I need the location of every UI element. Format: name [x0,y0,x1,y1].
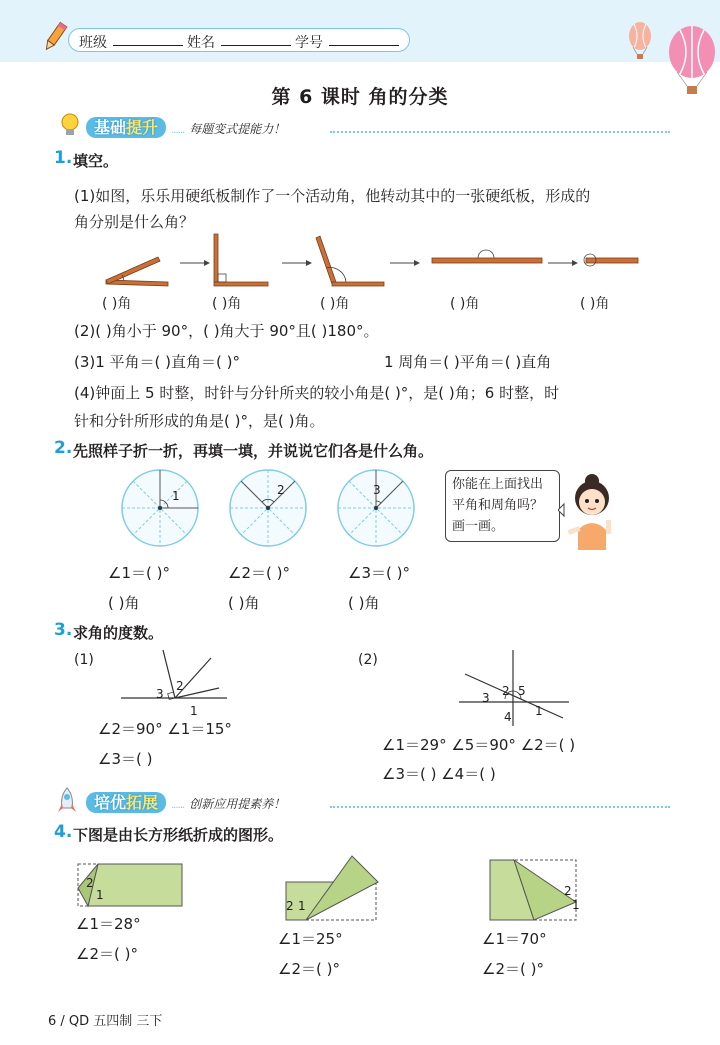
rotating-angle-figure [100,228,650,308]
arrow-icon [180,260,210,266]
q4-fig1-answer[interactable]: ∠2＝( )° [76,945,138,963]
q1-part4-line1[interactable]: (4)钟面上 5 时整，时针与分针所夹的较小角是( )°，是( )角；6 时整，时 [74,384,560,402]
student-info-bar [68,28,410,52]
circle-label-3: 3 [373,483,381,497]
q1-part3b[interactable]: 1 周角＝( )平角＝( )直角 [384,353,552,371]
fold3-label-2: 2 [564,884,572,898]
q1-part2[interactable]: (2)( )角小于 90°，( )角大于 90°且( )180°。 [74,322,379,340]
angle-figure-2 [455,646,575,730]
q3-text: 求角的度数。 [73,624,164,642]
lightbulb-icon [58,112,82,138]
fold1-label-2: 2 [86,876,94,890]
section-basic-slogan: 每题变式提能力！ [189,122,286,136]
arrow-icon [282,260,312,266]
folded-paper-2 [282,854,382,924]
id-label: 学号 [295,35,323,51]
straight-angle-board [432,250,542,263]
q1-text: 填空。 [73,152,119,170]
speech-line-1: 你能在上面找出 [452,477,544,492]
name-line[interactable] [221,45,291,46]
fig1-label-2: 2 [176,679,184,693]
page-footer: 6 / QD 五四制 三下 [48,1014,163,1029]
rocket-icon [56,786,78,814]
q2-eq-2[interactable]: ∠2＝( )° [228,564,290,582]
q1-part3a[interactable]: (3)1 平角＝( )直角＝( )° [74,353,241,371]
arrow-icon [390,260,420,266]
section-extend-banner: 培优拓展 ...... 创新应用提素养！ [86,790,285,813]
angle-figure-1 [115,646,235,722]
q1-blank-1[interactable]: ( )角 [102,296,132,312]
fold3-label-1: 1 [572,898,580,912]
q1-blank-4[interactable]: ( )角 [450,296,480,312]
q4-fig1-given: ∠1＝28° [76,915,141,933]
q1-number: 1. [54,148,73,168]
q2-kind-1[interactable]: ( )角 [108,594,140,612]
fig2-label-3: 3 [482,691,490,705]
arrow-icon [548,260,578,266]
fig1-label-1: 1 [190,704,198,718]
lesson-title: 第 6 课时 角的分类 [271,86,449,108]
q2-kind-3[interactable]: ( )角 [348,594,380,612]
section-extend-title: 培优拓展 [86,792,166,813]
folded-circle-2 [230,470,306,546]
girl-illustration-icon [558,470,620,558]
speech-line-3: 画一画。 [452,519,505,534]
q3-part2-label: (2) [358,652,378,668]
q2-eq-3[interactable]: ∠3＝( )° [348,564,410,582]
q2-text: 先照样子折一折，再填一填，并说说它们各是什么角。 [73,442,434,460]
q4-fig3-given: ∠1＝70° [482,930,547,948]
fold2-label-2: 2 [286,899,294,913]
section-extend-slogan: 创新应用提素养！ [189,797,286,811]
divider [330,131,670,133]
q3-part2-answer[interactable]: ∠3＝( ) ∠4＝( ) [382,765,496,783]
q1-blank-3[interactable]: ( )角 [320,296,350,312]
speech-bubble [445,470,560,542]
q3-part1-answer[interactable]: ∠3＝( ) [98,750,153,768]
fig2-label-4: 4 [504,710,512,724]
q2-kind-2[interactable]: ( )角 [228,594,260,612]
fig1-label-3: 3 [156,687,164,701]
fig2-label-1: 1 [535,704,543,718]
fig2-label-5: 5 [518,684,526,698]
circle-label-1: 1 [172,489,180,503]
round-angle-board [584,254,638,266]
q2-number: 2. [54,438,73,458]
folded-circle-3 [338,470,414,546]
q4-fig2-given: ∠1＝25° [278,930,343,948]
q4-number: 4. [54,822,73,842]
class-line[interactable] [113,45,183,46]
q3-number: 3. [54,620,73,640]
folded-circle-1 [122,470,198,546]
section-basic-title: 基础提升 [86,117,166,138]
acute-angle-board [106,257,168,286]
id-line[interactable] [329,45,399,46]
q3-part1-label: (1) [74,652,94,668]
right-angle-board [214,234,268,286]
folded-circles-figure [118,466,438,554]
divider [330,806,670,808]
name-label: 姓名 [187,35,215,51]
fold1-label-1: 1 [96,888,104,902]
q4-text: 下图是由长方形纸折成的图形。 [73,826,284,844]
class-label: 班级 [79,35,107,51]
q1-part1-line1: (1)如图，乐乐用硬纸板制作了一个活动角，他转动其中的一张硬纸板，形成的 [74,187,591,205]
q1-part4-line2[interactable]: 针和分针所形成的角是( )°，是( )角。 [74,412,325,430]
fold2-label-1: 1 [298,899,306,913]
q1-blank-5[interactable]: ( )角 [580,296,610,312]
q3-part2-given[interactable]: ∠1＝29° ∠5＝90° ∠2＝( ) [382,736,576,754]
fig2-label-2: 2 [502,684,510,698]
section-basic-banner: 基础提升 ...... 每题变式提能力！ [86,115,285,138]
q2-eq-1[interactable]: ∠1＝( )° [108,564,170,582]
pencil-icon [38,20,72,54]
q1-part1-line2: 角分别是什么角？ [74,213,195,231]
q4-fig3-answer[interactable]: ∠2＝( )° [482,960,544,978]
q3-part1-given: ∠2＝90° ∠1＝15° [98,720,232,738]
q1-blank-2[interactable]: ( )角 [212,296,242,312]
speech-line-2: 平角和周角吗？ [452,498,544,513]
obtuse-angle-board [316,236,384,286]
q4-fig2-answer[interactable]: ∠2＝( )° [278,960,340,978]
circle-label-2: 2 [277,483,285,497]
